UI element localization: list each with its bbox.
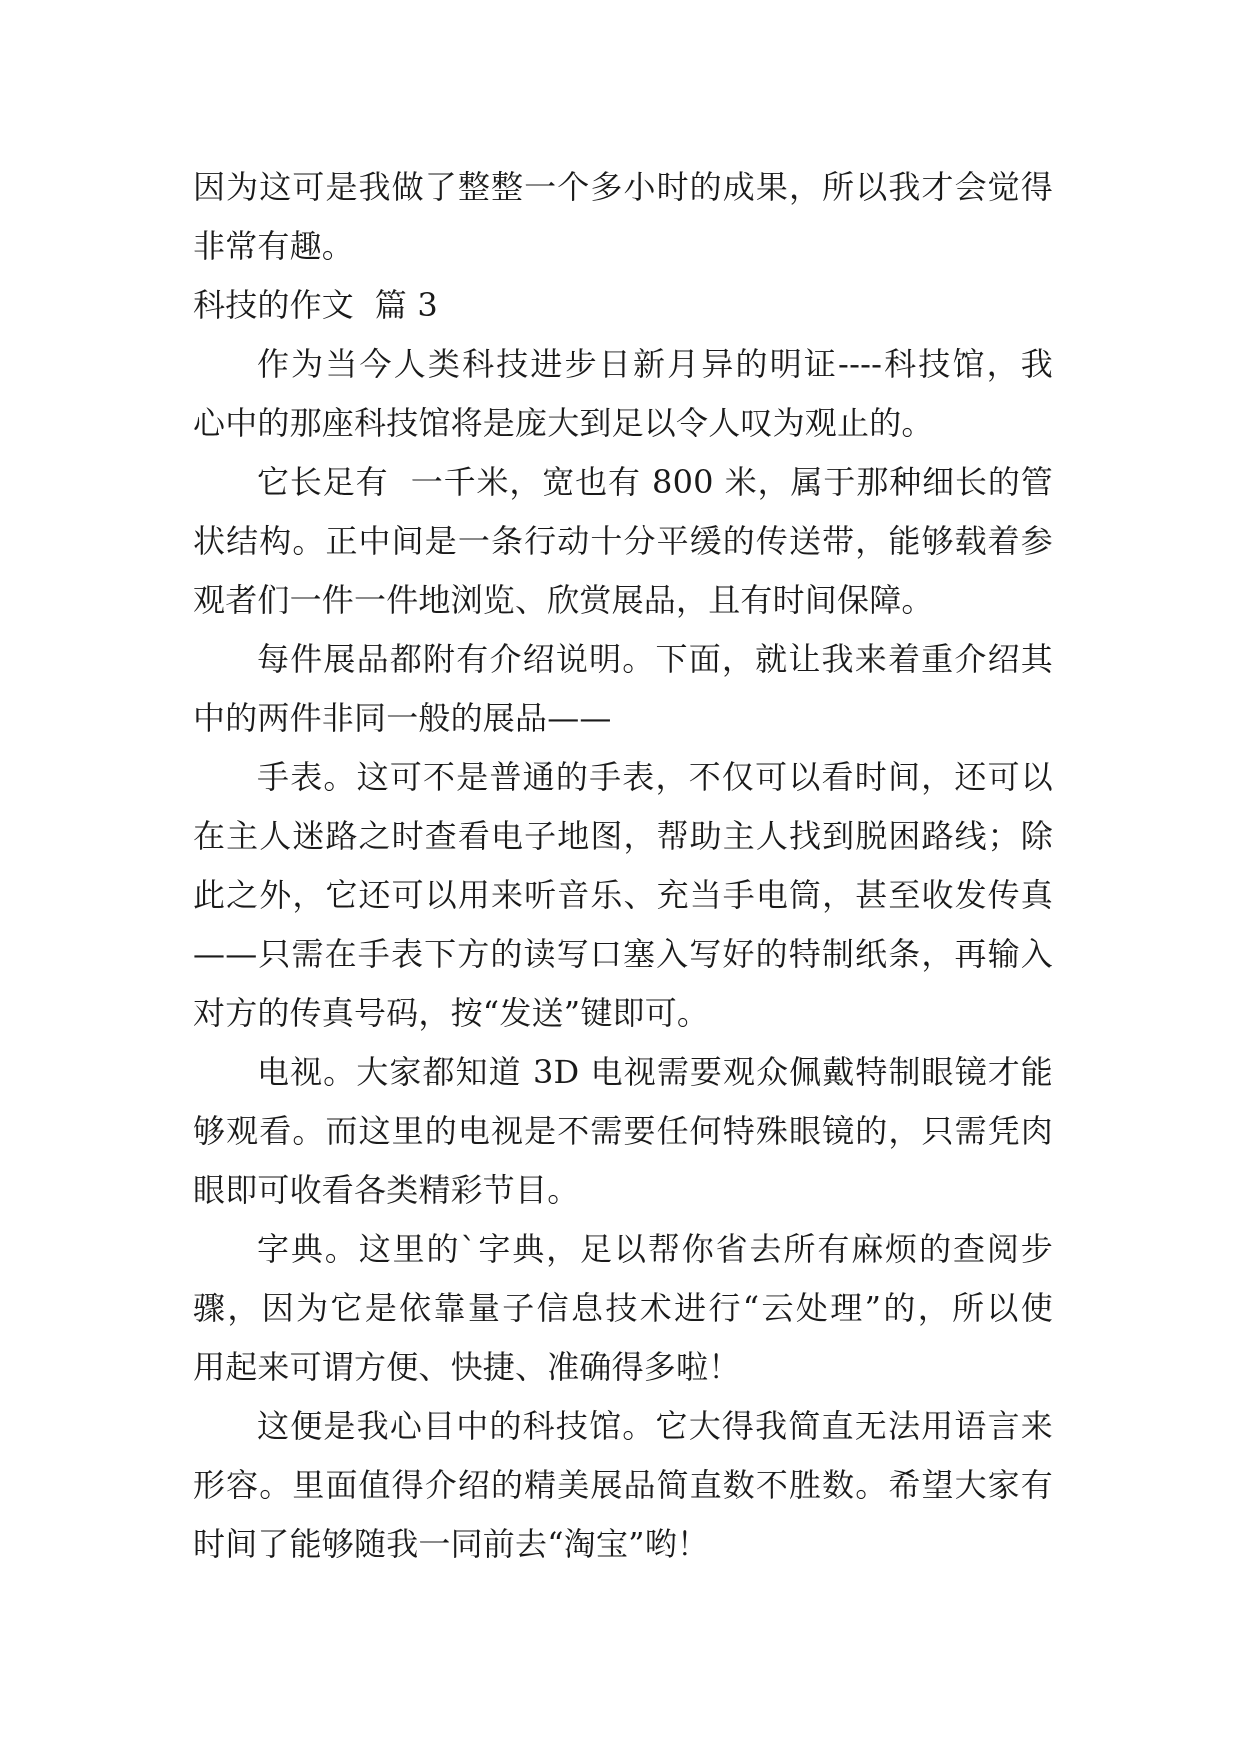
paragraph-conclusion [193, 1397, 1053, 1574]
paragraph-intro [193, 335, 1053, 453]
text-line: 时间了能够随我一同前去“淘宝”哟！ [193, 1525, 710, 1563]
document-page [193, 158, 1053, 1574]
text-line: 中的两件非同一般的展品—— [193, 699, 612, 737]
text-line: 够观看。而这里的电视是不需要任何特殊眼镜的，只需凭肉 [193, 1112, 1053, 1150]
text-line: 心中的那座科技馆将是庞大到足以令人叹为观止的。 [193, 404, 934, 442]
section-title: 科技的作文 篇 3 [193, 286, 438, 324]
paragraph-size [193, 453, 1053, 630]
text-line: ——只需在手表下方的读写口塞入写好的特制纸条，再输入 [193, 935, 1053, 973]
text-line: 在主人迷路之时查看电子地图，帮助主人找到脱困路线；除 [193, 817, 1053, 855]
text-line: 观者们一件一件地浏览、欣赏展品，且有时间保障。 [193, 581, 934, 619]
paragraph-exhibits [193, 630, 1053, 748]
text-line: 手表。这可不是普通的手表，不仅可以看时间，还可以 [257, 758, 1053, 796]
text-line: 字典。这里的`字典，足以帮你省去所有麻烦的查阅步 [257, 1230, 1053, 1268]
text-line: 此之外，它还可以用来听音乐、充当手电筒，甚至收发传真 [193, 876, 1053, 914]
text-line: 用起来可谓方便、快捷、准确得多啦！ [193, 1348, 741, 1386]
paragraph-tv [193, 1043, 1053, 1220]
text-line: 状结构。正中间是一条行动十分平缓的传送带，能够载着参 [193, 522, 1053, 560]
paragraph-dictionary [193, 1220, 1053, 1397]
text-line: 骤，因为它是依靠量子信息技术进行“云处理”的，所以使 [193, 1289, 1053, 1327]
text-line: 形容。里面值得介绍的精美展品简直数不胜数。希望大家有 [193, 1466, 1053, 1504]
text-line: 它长足有 一千米，宽也有 800 米，属于那种细长的管 [257, 463, 1053, 501]
paragraph-watch [193, 748, 1053, 1043]
text-line: 这便是我心目中的科技馆。它大得我简直无法用语言来 [257, 1407, 1053, 1445]
text-line: 眼即可收看各类精彩节目。 [193, 1171, 580, 1209]
text-line: 作为当今人类科技进步日新月异的明证----科技馆，我 [257, 345, 1053, 383]
text-line: 非常有趣。 [193, 227, 355, 265]
carryover-paragraph [193, 158, 1053, 276]
text-line: 每件展品都附有介绍说明。下面，就让我来着重介绍其 [257, 640, 1053, 678]
text-line: 对方的传真号码，按“发送”键即可。 [193, 994, 710, 1032]
text-line: 电视。大家都知道 3D 电视需要观众佩戴特制眼镜才能 [257, 1053, 1053, 1091]
text-line: 因为这可是我做了整整一个多小时的成果，所以我才会觉得 [193, 168, 1053, 206]
